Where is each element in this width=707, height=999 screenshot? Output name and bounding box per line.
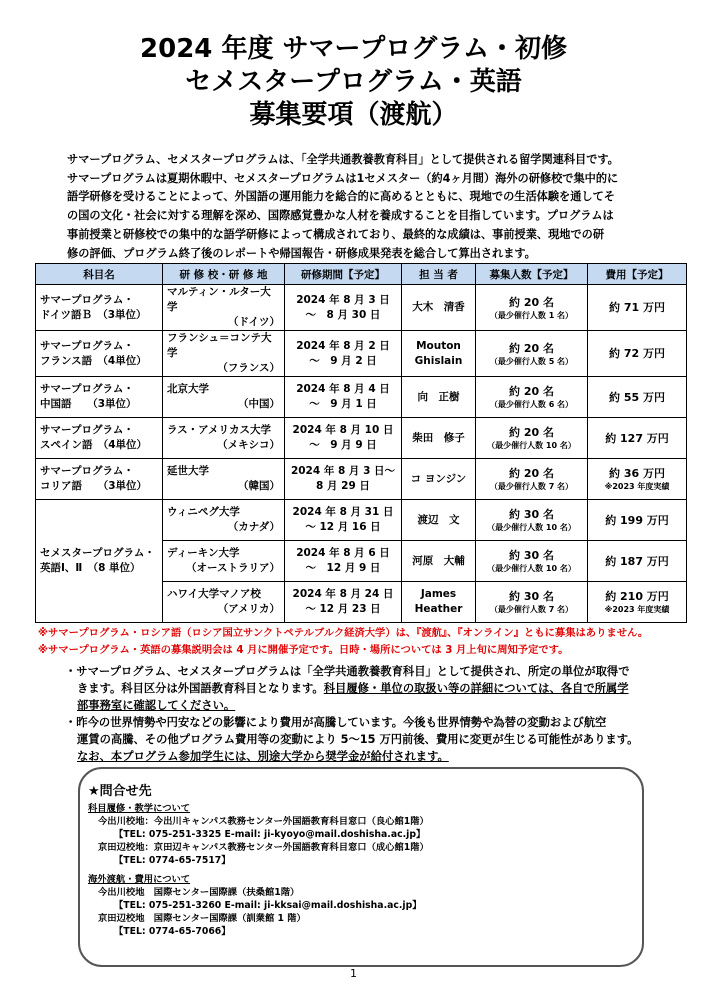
cost: 約 199 万円 [605,513,669,527]
staff-cell [402,331,476,377]
course-name-line2: スペイン語 （4単位） [40,439,148,451]
period-cell [285,331,402,377]
cost-cell [588,500,687,541]
capacity-cell [476,331,588,377]
period-cell [285,418,402,459]
contact-line: 今出川校地 国際センター国際課（扶桑館1階） [98,887,300,898]
note-underlined: 科目履修・単位の取扱い等の詳細については、各自で所属学 [323,682,629,695]
course-cell [36,331,163,377]
capacity-cell [476,459,588,500]
capacity: 約 30 名 [509,590,554,603]
capacity-cell [476,418,588,459]
note-line: ・サマープログラム、セメスタープログラムは「全学共通教養教育科目」として提供され、所定の単位が取得で [65,665,630,678]
contact-line: 【TEL: 0774-65-7066】 [114,926,231,937]
school-location: （カナダ） [227,521,280,533]
staff-name: Mouton Ghislain [414,339,463,367]
capacity-minimum: （最少催行人数 5 名） [489,356,574,366]
course-name-line2: 英語Ⅰ、Ⅱ （8 単位） [40,562,141,574]
staff-cell [402,541,476,582]
course-name-line1: サマープログラム・ [40,339,134,352]
staff-name: 向 正樹 [417,390,460,403]
period-start: 2024 年 8 月 3 日～ [290,465,396,477]
capacity-minimum: （最少催行人数 6 名） [489,400,574,409]
school-name: フランシュ＝コンテ大学 [167,332,272,359]
intro-line: 語学研修を受けることによって、外国語の運用能力を総合的に高めるとともに、現地での生活体験を通してそ [67,190,615,204]
cost-cell [588,459,687,500]
school-cell [163,582,285,623]
capacity-minimum: （最少催行人数 1 名） [489,310,574,320]
cost-cell [588,377,687,418]
course-cell [36,418,163,459]
table-row [36,459,687,500]
cost-cell [588,285,687,331]
title-line-2: セメスタープログラム・英語 [185,67,522,97]
period-cell [285,541,402,582]
school-cell [163,541,285,582]
contact-section-title: 海外渡航・費用について [88,874,191,885]
note-underlined: なお、本プログラム参加学生には、別途大学から奨学金が給付されます。 [77,750,449,763]
capacity-minimum: （最少催行人数 7 名） [489,482,574,491]
intro-line: サマープログラムは夏期休暇中、セメスタープログラムは1セメスター（約4ヶ月間）海外の研修校で集中的に [67,171,619,185]
intro-line: サマープログラム、セメスタープログラムは、「全学共通教養教育科目」として提供される留学関連科目です。 [67,153,619,166]
contact-section-title: 科目履修・教学について [88,803,191,814]
period-end: ～ 12 月 16 日 [305,521,381,533]
capacity-cell [476,377,588,418]
cost-note: ※2023 年度実績 [604,482,670,491]
capacity: 約 30 名 [509,508,554,521]
note-line: ・昨今の世界情勢や円安などの影響により費用が高騰しています。今後も世界情勢や為替の変動および航空 [65,716,607,729]
period-start: 2024 年 8 月 31 日 [292,506,394,518]
staff-cell [402,418,476,459]
cost: 約 36 万円 [609,467,665,480]
course-cell [36,500,163,623]
period-cell [285,459,402,500]
school-name: ディーキン大学 [167,547,240,559]
course-name-line1: セメスタープログラム・ [40,547,155,559]
period-start: 2024 年 8 月 6 日 [296,547,390,559]
period-start: 2024 年 8 月 4 日 [296,383,390,395]
cost-cell [588,541,687,582]
table-row [36,418,687,459]
program-table [35,263,687,623]
cost-cell [588,418,687,459]
capacity-minimum: （最少催行人数 10 名） [487,523,576,532]
school-name: マルティン・ルター大学 [167,286,271,313]
school-name: ラス・アメリカス大学 [167,424,271,436]
period-end: 8 月 29 日 [316,480,370,492]
period-end: ～ 8 月 30 日 [305,308,381,321]
school-location: （中国） [238,398,280,410]
capacity: 約 30 名 [509,549,554,562]
staff-cell [402,377,476,418]
school-location: （ドイツ） [228,316,280,328]
school-name: 延世大学 [167,465,209,477]
header-capacity: 募集人数【予定】 [476,264,588,285]
contact-box [78,767,644,967]
header-staff: 担 当 者 [402,264,476,285]
intro-paragraph [67,151,647,263]
period-end: ～ 9 月 1 日 [309,398,377,410]
header-period: 研修期間【予定】 [285,264,402,285]
capacity: 約 20 名 [509,341,554,355]
course-name-line1: サマープログラム・ [40,293,134,306]
school-name: ハワイ大学マノア校 [167,588,261,600]
period-end: ～ 12 月 23 日 [305,603,381,615]
contact-line: 京田辺校地 国際センター国際課（訓業館 1 階） [98,913,306,924]
capacity-minimum: （最少催行人数 7 名） [489,605,574,614]
cost: 約 187 万円 [605,554,669,568]
school-location: （オーストラリア） [186,562,280,574]
course-name-line1: サマープログラム・ [40,424,134,436]
notes-block [65,663,685,765]
school-cell [163,285,285,331]
contact-line: 【TEL: 075-251-3325 E-mail: ji-kyoyo@mail.doshisha.ac.jp】 [114,829,426,840]
school-cell [163,500,285,541]
school-cell [163,459,285,500]
capacity-minimum: （最少催行人数 10 名） [487,441,576,450]
course-name-line2: 中国語 （3単位） [40,398,137,410]
period-end: ～ 9 月 2 日 [309,354,377,367]
title-line-1: 2024 年度 サマープログラム・初修 [140,34,567,64]
staff-name: 河原 大輔 [412,554,465,567]
school-location: （フランス） [217,362,280,374]
cost-note: ※2023 年度実績 [604,605,670,614]
capacity-cell [476,285,588,331]
intro-line: 修の評価、プログラム終了後のレポートや帰国報告・研修成果発表を総合して算出されます。 [67,246,536,260]
period-cell [285,582,402,623]
contact-line: 今出川校地：今出川キャンパス教務センター外国語教育科目窓口（良心館1階） [98,816,429,827]
period-start: 2024 年 8 月 10 日 [292,424,394,436]
cost: 約 210 万円 [605,590,669,603]
table-row [36,377,687,418]
school-location: （韓国） [238,480,280,492]
intro-line: の国の文化・社会に対する理解を深め、国際感覚豊かな人材を養成することを目指しています。プログラムは [67,209,614,223]
school-name: ウィニペグ大学 [167,506,240,518]
table-row [36,285,687,331]
cost: 約 72 万円 [609,347,665,360]
capacity: 約 20 名 [509,385,554,398]
header-course: 科目名 [36,264,163,285]
staff-name: 渡辺 文 [417,513,460,526]
staff-name: 大木 清香 [412,301,465,313]
header-cost: 費用【予定】 [588,264,687,285]
title-line-3: 募集要項（渡航） [249,100,458,130]
course-name-line2: コリア語 （3単位） [40,480,148,492]
contact-heading: ★問合せ先 [88,784,152,799]
contact-line: 京田辺校地：京田辺キャンパス教務センター外国語教育科目窓口（成心館1階） [98,842,429,853]
red-note-russian: ※サマープログラム・ロシア語（ロシア国立サンクトペテルブルク経済大学）は、『渡航』、『オンライン』ともに募集はありません。 [38,627,649,639]
school-cell [163,377,285,418]
capacity-cell [476,541,588,582]
note-underlined: 部事務室に確認してください。 [77,699,236,712]
course-name-line2: フランス語 （4単位） [40,354,147,367]
school-cell [163,331,285,377]
staff-name: コ ヨンジン [410,472,467,485]
contact-line: 【TEL: 075-251-3260 E-mail: ji-kksai@mail.doshisha.ac.jp】 [114,900,422,911]
school-cell [163,418,285,459]
period-start: 2024 年 8 月 2 日 [296,339,390,352]
period-cell [285,377,402,418]
cost: 約 127 万円 [605,431,669,445]
staff-cell [402,500,476,541]
course-name-line1: サマープログラム・ [40,383,134,395]
school-location: （メキシコ） [217,439,280,451]
table-header-row [36,264,687,285]
note-line: 運賃の高騰、その他プログラム費用等の変動により 5～15 万円前後、費用に変更が生じる可能性があります。 [77,733,639,746]
staff-name: James Heather [414,588,463,615]
staff-cell [402,459,476,500]
cost: 約 71 万円 [609,301,665,314]
capacity: 約 20 名 [509,426,554,439]
staff-cell [402,582,476,623]
capacity-cell [476,500,588,541]
period-cell [285,500,402,541]
intro-line: 事前授業と研修校での集中的な語学研修によって構成されており、最終的な成績は、事前授業、現地での研 [67,227,605,241]
course-name-line1: サマープログラム・ [40,465,134,477]
course-cell [36,459,163,500]
note-line: きます。科目区分は外国語教育科目となります。 [77,682,324,695]
period-end: ～ 9 月 9 日 [309,439,377,451]
school-location: （アメリカ） [217,603,280,615]
cost-cell [588,331,687,377]
capacity: 約 20 名 [509,295,554,309]
capacity-cell [476,582,588,623]
page-number: 1 [350,967,357,980]
table-row [36,331,687,377]
school-name: 北京大学 [167,383,209,395]
staff-name: 柴田 修子 [412,431,465,444]
period-end: ～ 12 月 9 日 [305,562,381,574]
course-cell [36,285,163,331]
table-row [36,500,687,541]
header-school: 研 修 校・研 修 地 [163,264,285,285]
capacity-minimum: （最少催行人数 10 名） [487,564,576,573]
course-name-line2: ドイツ語Ｂ （3単位） [40,308,147,321]
period-start: 2024 年 8 月 3 日 [296,293,390,306]
capacity: 約 20 名 [509,467,554,480]
red-note-english-session: ※サマープログラム・英語の募集説明会は 4 月に開催予定です。日時・場所については 3 月上旬に周知予定です。 [38,644,569,656]
staff-cell [402,285,476,331]
cost-cell [588,582,687,623]
course-cell [36,377,163,418]
period-start: 2024 年 8 月 24 日 [292,588,394,600]
cost: 約 55 万円 [609,390,665,404]
period-cell [285,285,402,331]
contact-line: 【TEL: 0774-65-7517】 [114,855,231,866]
